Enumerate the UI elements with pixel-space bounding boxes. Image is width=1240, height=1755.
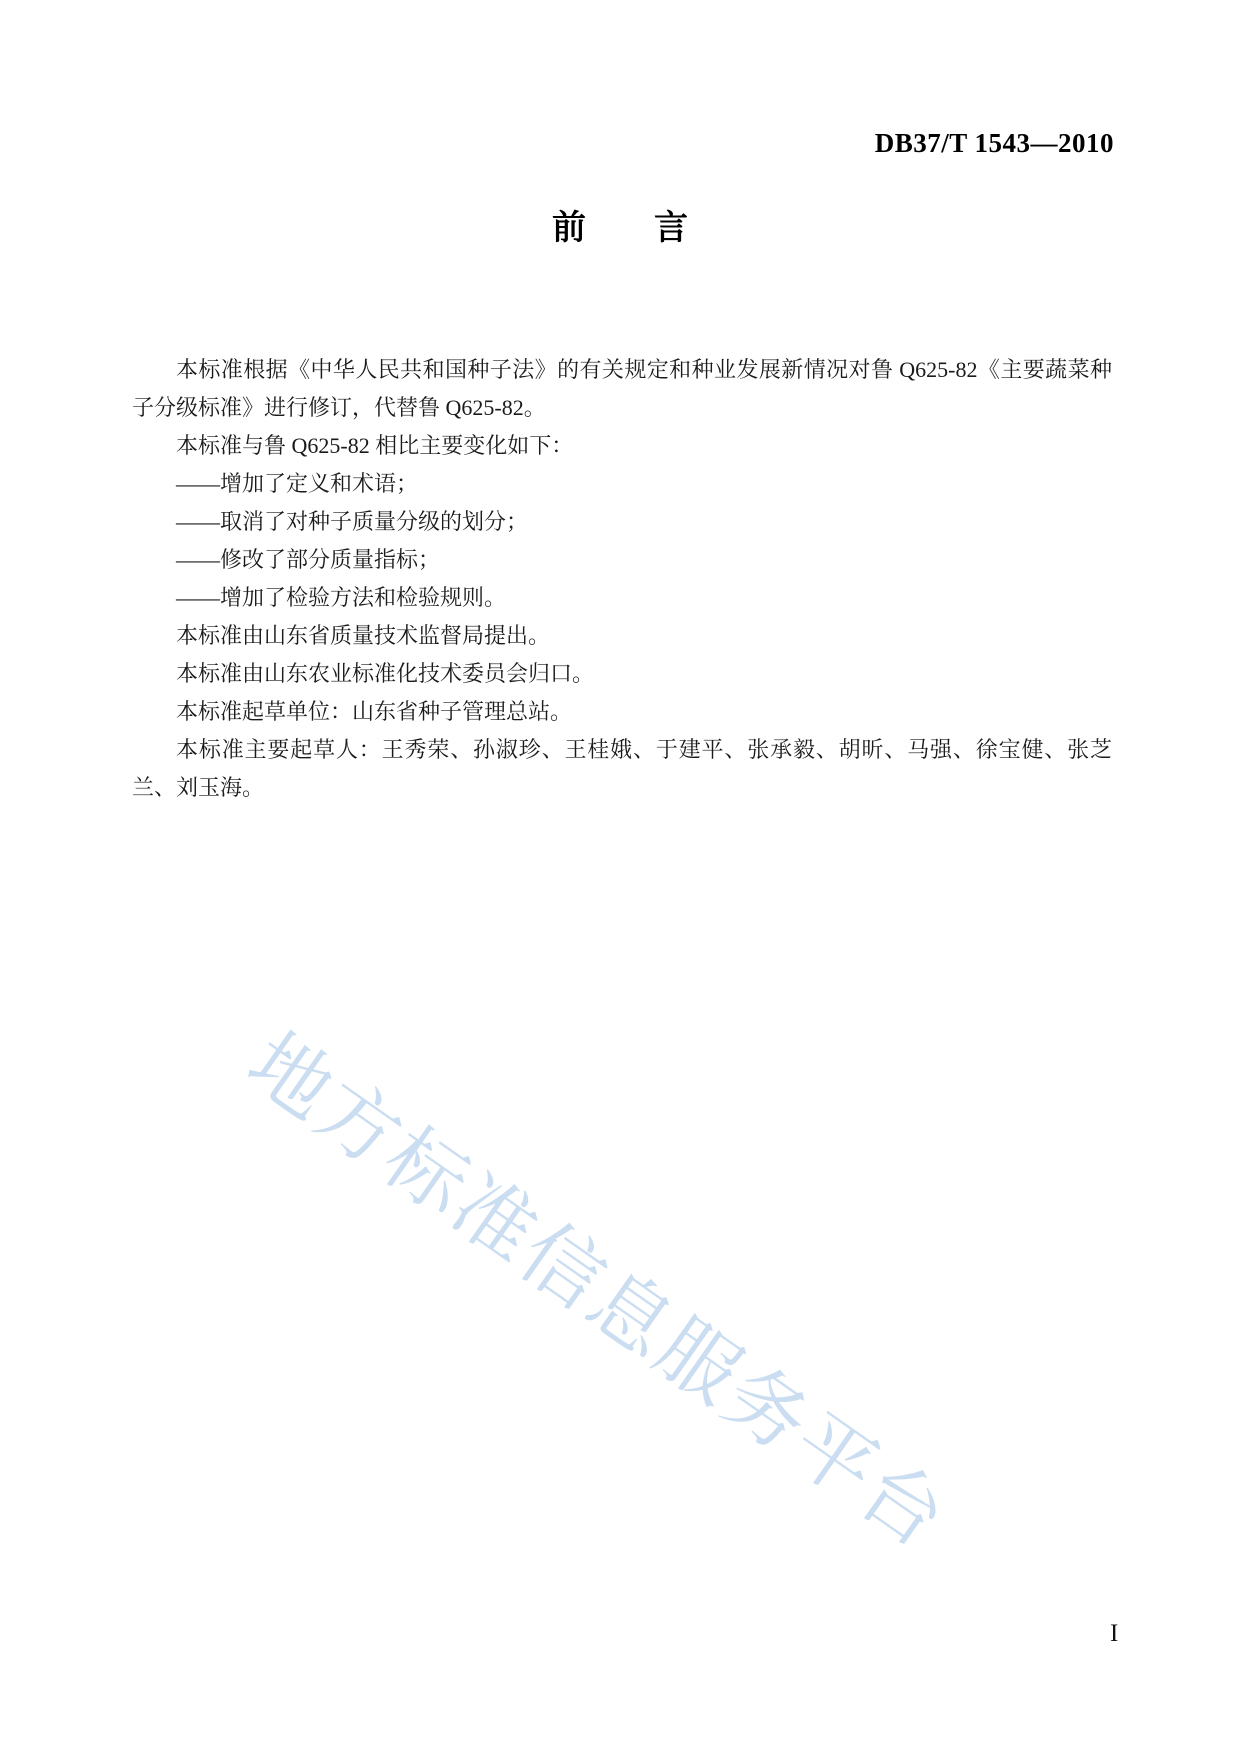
body-paragraph: 本标准主要起草人：王秀荣、孙淑珍、王桂娥、于建平、张承毅、胡昕、马强、徐宝健、张芝兰、刘玉海。 (132, 737, 1112, 800)
document-body (132, 351, 1112, 807)
body-paragraph-change-item: ——增加了定义和术语； (176, 471, 419, 496)
body-paragraph-change-item: ——修改了部分质量指标； (176, 547, 441, 572)
body-paragraph: 本标准根据《中华人民共和国种子法》的有关规定和种业发展新情况对鲁 Q625-82《主要蔬菜种子分级标准》进行修订，代替鲁 Q625-82。 (132, 357, 1112, 420)
page-title: 前 言 (552, 209, 688, 247)
body-paragraph: 本标准起草单位：山东省种子管理总站。 (176, 699, 573, 724)
watermark-text: 地方标准信息服务平台 (231, 1014, 965, 1567)
standard-number: DB37/T 1543—2010 (874, 128, 1114, 158)
body-paragraph-change-item: ——增加了检验方法和检验规则。 (176, 585, 507, 610)
body-paragraph: 本标准由山东省质量技术监督局提出。 (176, 623, 551, 648)
body-paragraph-change-item: ——取消了对种子质量分级的划分； (176, 509, 529, 534)
body-paragraph: 本标准与鲁 Q625-82 相比主要变化如下： (176, 433, 574, 458)
page-number: I (1110, 1620, 1119, 1647)
body-paragraph: 本标准由山东农业标准化技术委员会归口。 (176, 661, 595, 686)
